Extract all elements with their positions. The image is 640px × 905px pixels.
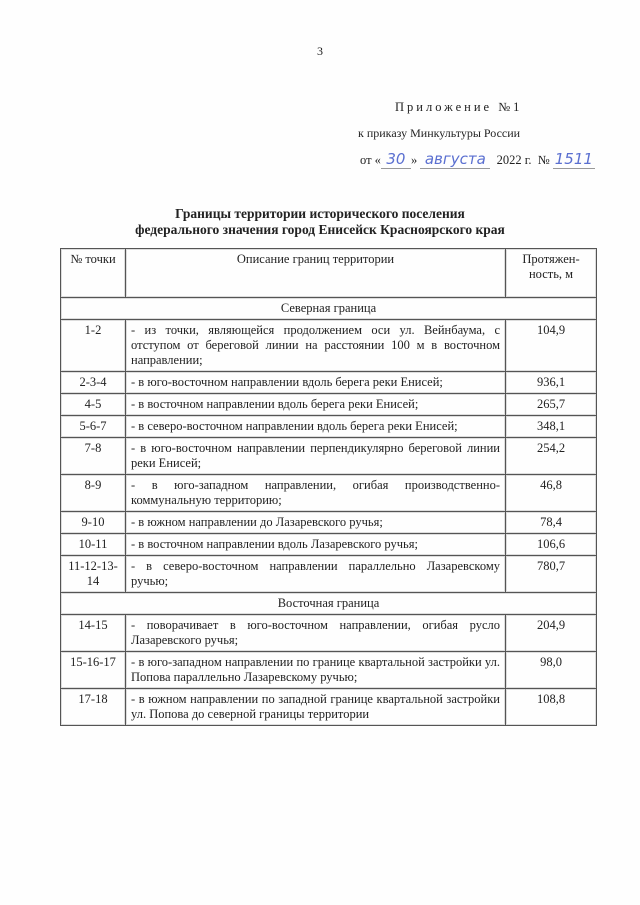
document-title-line-2: федерального значения город Енисейск Красноярского края	[135, 222, 505, 237]
handwritten-month: августа	[420, 150, 490, 169]
description-cell: - в восточном направлении вдоль берега реки Енисей;	[126, 394, 506, 416]
point-number-cell: 17-18	[61, 689, 126, 726]
table-row	[61, 320, 597, 372]
length-cell: 780,7	[506, 556, 597, 593]
description-cell: - в юго-западном направлении, огибая производственно-коммунальную территорию;	[126, 475, 506, 512]
boundaries-table	[60, 248, 597, 726]
description-cell: - в юго-западном направлении по границе квартальной застройки ул. Попова параллельно Лазаревскому ручью;	[126, 652, 506, 689]
boundaries-table-body	[61, 249, 597, 726]
point-number-cell: 15-16-17	[61, 652, 126, 689]
section-row	[61, 593, 597, 615]
table-row	[61, 475, 597, 512]
point-number-cell: 8-9	[61, 475, 126, 512]
description-cell: - в южном направлении до Лазаревского ручья;	[126, 512, 506, 534]
table-header-row	[61, 249, 597, 298]
length-cell: 254,2	[506, 438, 597, 475]
length-cell: 204,9	[506, 615, 597, 652]
section-row	[61, 298, 597, 320]
length-cell: 108,8	[506, 689, 597, 726]
description-cell: - поворачивает в юго-восточном направлении, огибая русло Лазаревского ручья;	[126, 615, 506, 652]
length-cell: 265,7	[506, 394, 597, 416]
table-row	[61, 556, 597, 593]
day-suffix: »	[410, 153, 418, 167]
header-length: Протяжен-ность, м	[506, 249, 597, 298]
handwritten-number: 1511	[554, 150, 593, 168]
length-cell: 106,6	[506, 534, 597, 556]
point-number-cell: 9-10	[61, 512, 126, 534]
point-number-cell: 14-15	[61, 615, 126, 652]
length-cell: 104,9	[506, 320, 597, 372]
description-cell: - в юго-восточном направлении вдоль берега реки Енисей;	[126, 372, 506, 394]
appendix-order-reference: к приказу Минкультуры России	[358, 126, 521, 140]
point-number-cell: 2-3-4	[61, 372, 126, 394]
point-number-cell: 4-5	[61, 394, 126, 416]
section-title: Северная граница	[61, 298, 597, 320]
point-number-cell: 1-2	[61, 320, 126, 372]
table-row	[61, 512, 597, 534]
description-cell: - в восточном направлении вдоль Лазаревского ручья;	[126, 534, 506, 556]
table-row	[61, 652, 597, 689]
handwritten-day: 30	[381, 150, 411, 169]
description-cell: - в северо-восточном направлении параллельно Лазаревскому ручью;	[126, 556, 506, 593]
table-row	[61, 534, 597, 556]
length-cell: 348,1	[506, 416, 597, 438]
table-row	[61, 689, 597, 726]
length-cell: 936,1	[506, 372, 597, 394]
description-cell: - в северо-восточном направлении вдоль берега реки Енисей;	[126, 416, 506, 438]
header-point-number: № точки	[61, 249, 126, 298]
point-number-cell: 7-8	[61, 438, 126, 475]
point-number-cell: 5-6-7	[61, 416, 126, 438]
point-number-cell: 10-11	[61, 534, 126, 556]
date-prefix: от «	[360, 153, 381, 167]
length-cell: 98,0	[506, 652, 597, 689]
description-cell: - в южном направлении по западной границе квартальной застройки ул. Попова до северной границы территории	[126, 689, 506, 726]
table-row	[61, 372, 597, 394]
document-title	[60, 206, 580, 238]
point-number-cell: 11-12-13-14	[61, 556, 126, 593]
description-cell: - из точки, являющейся продолжением оси ул. Вейнбаума, с отступом от береговой линии на расстоянии 100 м в восточном направлении;	[126, 320, 506, 372]
appendix-date-line	[360, 150, 595, 169]
page-number: 3	[317, 44, 323, 58]
appendix-title: Приложение №1	[395, 100, 523, 114]
length-cell: 78,4	[506, 512, 597, 534]
table-row	[61, 615, 597, 652]
section-title: Восточная граница	[61, 593, 597, 615]
length-cell: 46,8	[506, 475, 597, 512]
document-title-line-1: Границы территории исторического поселения	[175, 206, 465, 221]
header-description: Описание границ территории	[126, 249, 506, 298]
table-row	[61, 416, 597, 438]
table-row	[61, 438, 597, 475]
number-label: №	[537, 153, 550, 167]
description-cell: - в юго-восточном направлении перпендикулярно береговой линии реки Енисей;	[126, 438, 506, 475]
table-row	[61, 394, 597, 416]
date-year: 2022 г.	[496, 153, 532, 167]
